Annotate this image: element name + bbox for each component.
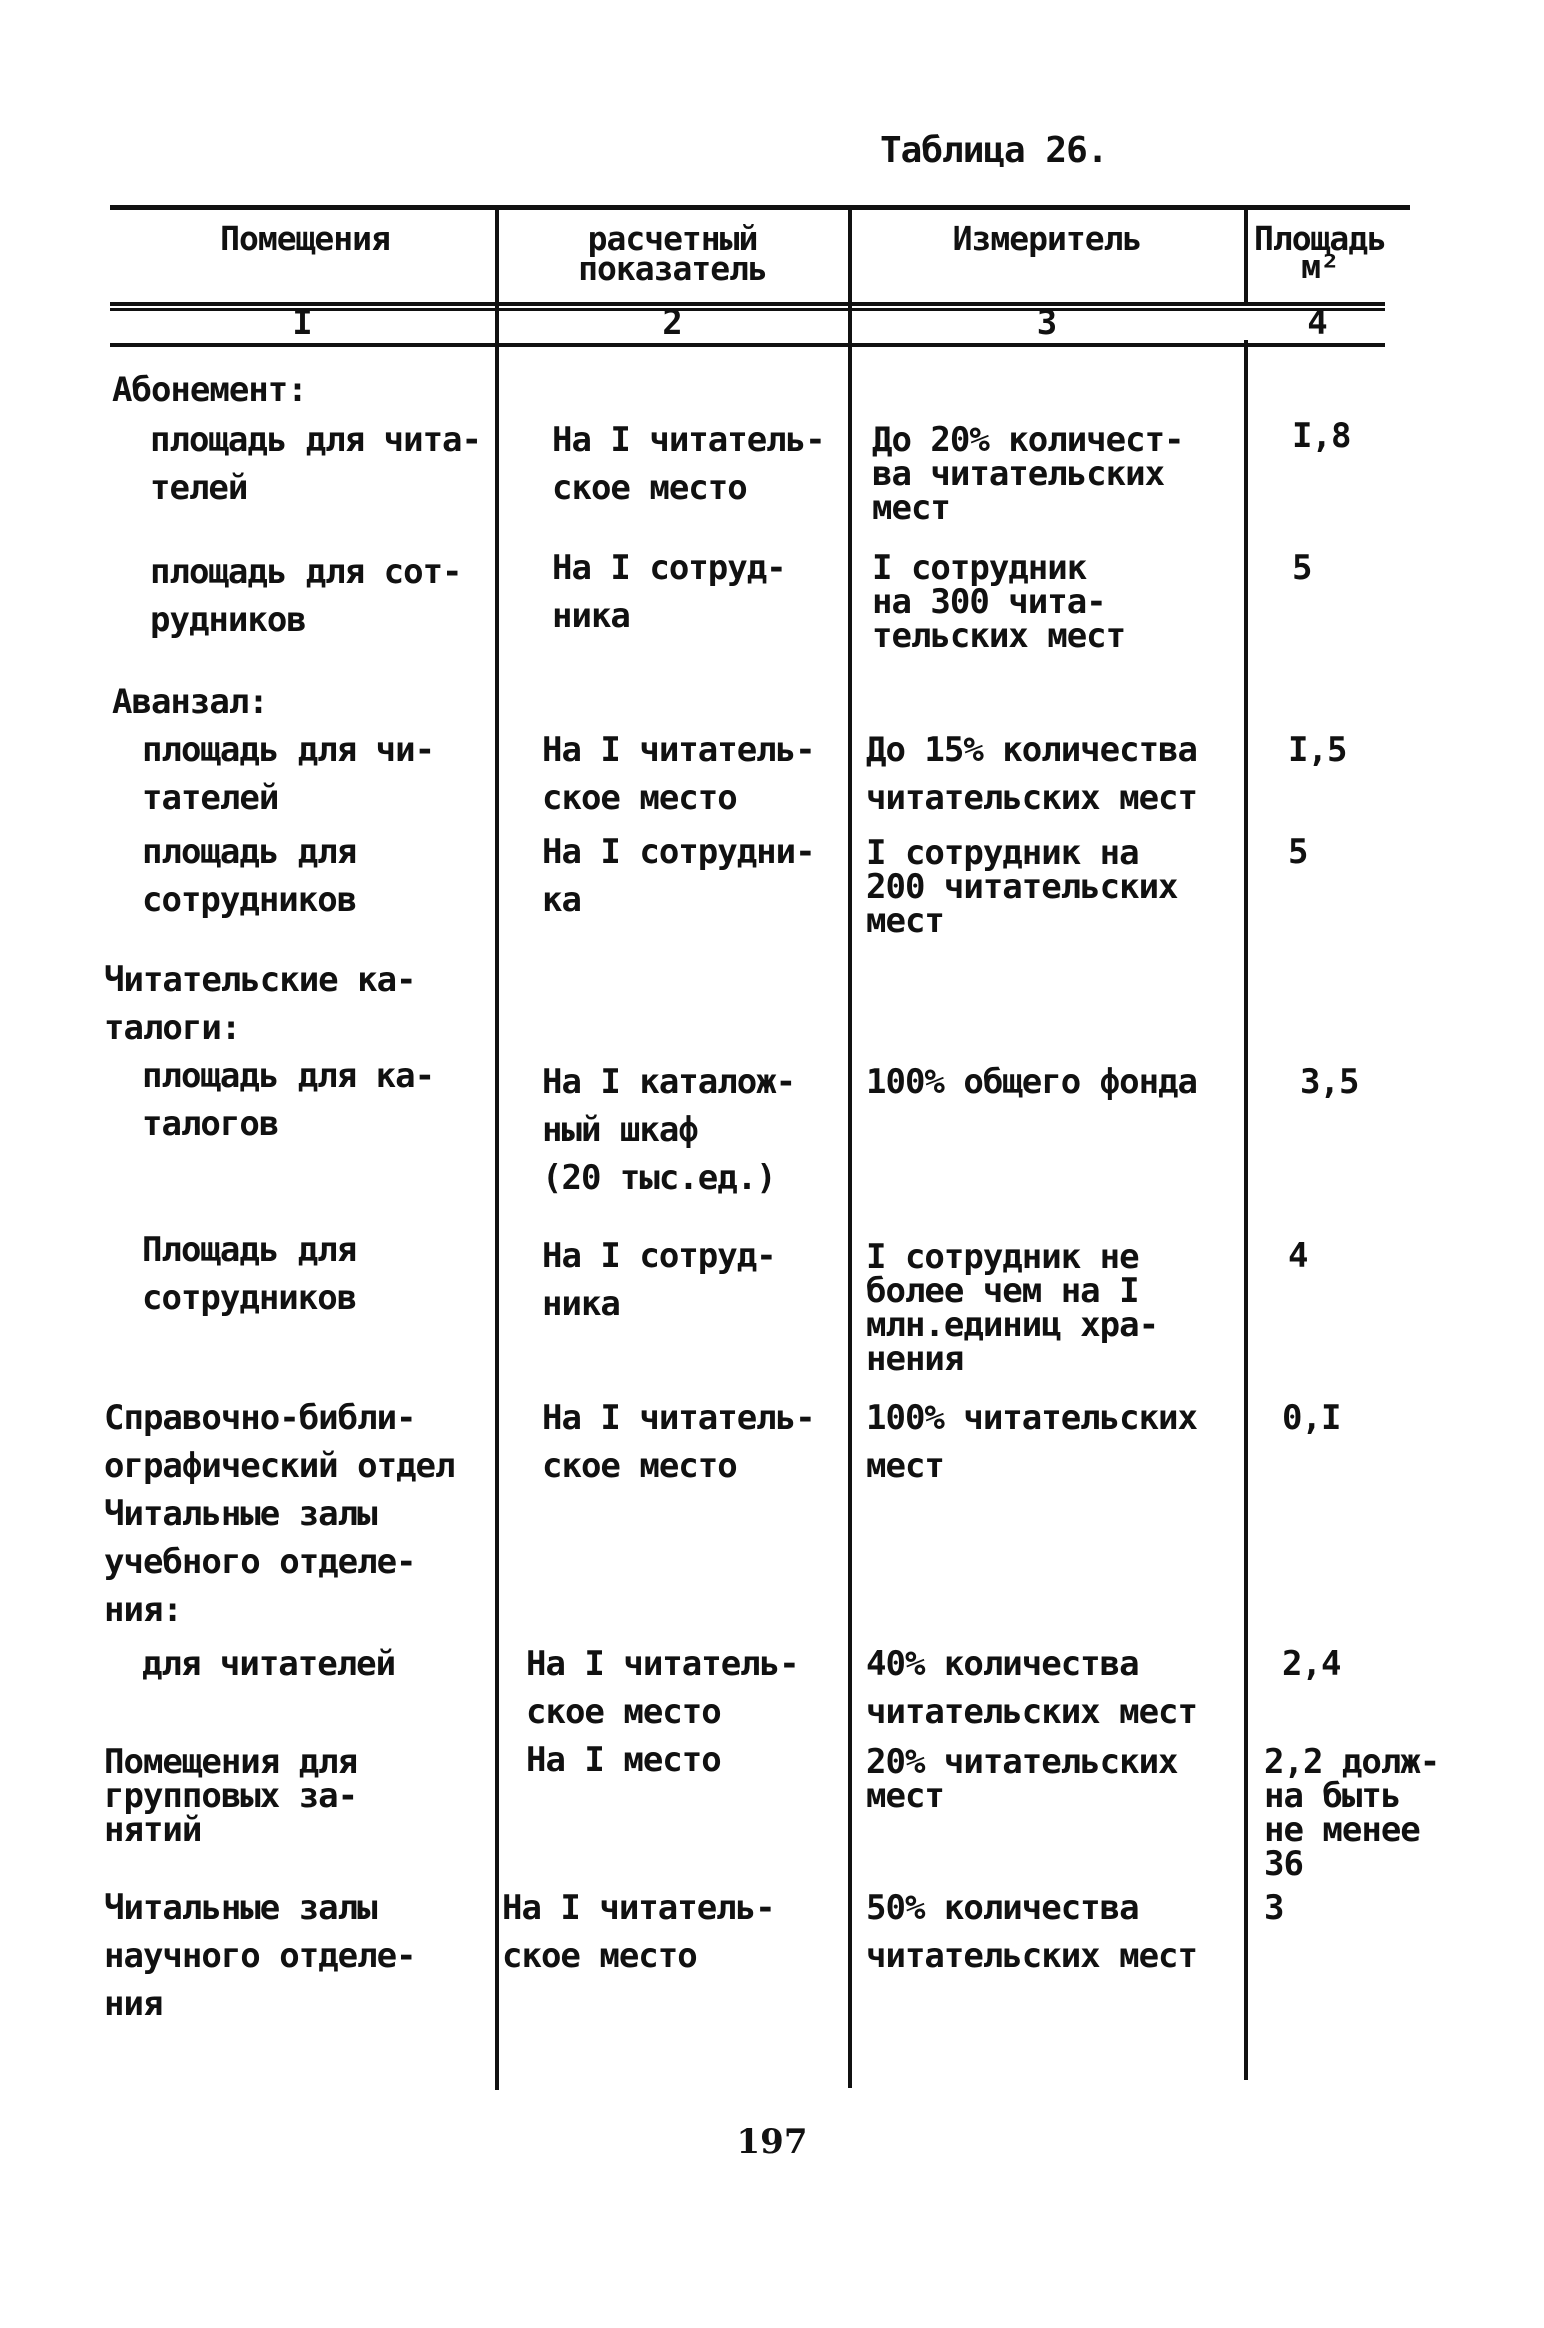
table-caption: Таблица 26. [880, 130, 1108, 171]
row-premises: Читальные залы научного отделе- ния [104, 1888, 416, 2024]
row-measure: I сотрудник на 300 чита- тельских мест [872, 548, 1126, 656]
row-measure: До 20% количест- ва читательских мест [872, 420, 1184, 528]
row-area: I,8 [1292, 416, 1351, 456]
row-measure: 20% читательских мест [866, 1742, 1178, 1816]
row-area: 4 [1288, 1236, 1308, 1276]
row-area: 2,4 [1282, 1644, 1341, 1684]
row-premises: Абонемент: [112, 370, 307, 410]
row-premises: площадь для сотрудников [142, 832, 357, 920]
row-indicator: На I сотруд- ника [542, 1236, 776, 1324]
row-premises: площадь для чита- телей [150, 420, 481, 508]
row-indicator: На I читатель- ское место [542, 1398, 815, 1486]
row-area: 5 [1288, 832, 1308, 872]
row-premises: Читательские ка- талоги: [104, 960, 416, 1048]
row-measure: 50% количества читательских мест [866, 1888, 1197, 1976]
row-premises: Помещения для групповых за- нятий [104, 1742, 358, 1850]
column-number-rule [110, 343, 1385, 347]
row-measure: До 15% количества читательских мест [866, 730, 1197, 818]
row-measure: 40% количества читательских мест [866, 1644, 1197, 1732]
row-measure: 100% читательских мест [866, 1398, 1197, 1486]
row-premises: Читальные залы учебного отделе- ния: [104, 1494, 416, 1630]
row-premises: для читателей [142, 1644, 396, 1684]
header-area-line2: м² [1301, 247, 1339, 286]
header-indicator-line2: показатель [578, 249, 767, 288]
column-number-1: I [292, 303, 313, 343]
row-indicator: На I читатель- ское место [552, 420, 825, 508]
row-area: I,5 [1288, 730, 1347, 770]
header-indicator-line1: расчетный [587, 219, 758, 258]
row-area: 0,I [1282, 1398, 1341, 1438]
row-premises: площадь для чи- тателей [142, 730, 435, 818]
row-indicator: На I каталож- ный шкаф (20 тыс.ед.) [542, 1062, 796, 1198]
row-area: 2,2 долж- на быть не менее 36 [1264, 1742, 1440, 1884]
row-premises: Площадь для сотрудников [142, 1230, 357, 1318]
header-area-line1: Площадь [1253, 219, 1387, 258]
column-divider-2 [848, 210, 852, 2088]
column-number-3: 3 [1036, 303, 1058, 343]
row-measure: I сотрудник на 200 читательских мест [866, 833, 1178, 941]
row-indicator: На I место [526, 1740, 721, 1780]
row-indicator: На I читатель- ское место [526, 1644, 799, 1732]
row-premises: Аванзал: [112, 682, 268, 722]
row-indicator: На I читатель- ское место [502, 1888, 775, 1976]
page-number: 197 [736, 2122, 808, 2162]
table-top-rule [110, 205, 1410, 210]
row-area: 3,5 [1300, 1062, 1359, 1102]
column-divider-1 [495, 210, 499, 2090]
row-premises: Справочно-библи- ографический отдел [104, 1398, 455, 1486]
row-premises: площадь для сот- рудников [150, 552, 462, 640]
column-divider-3 [1244, 340, 1248, 2080]
row-indicator: На I сотруд- ника [552, 548, 786, 636]
column-number-2: 2 [662, 303, 683, 343]
row-premises: площадь для ка- талогов [142, 1056, 435, 1144]
row-measure: 100% общего фонда [866, 1062, 1197, 1102]
row-area: 3 [1264, 1888, 1284, 1928]
row-indicator: На I сотрудни- ка [542, 832, 815, 920]
column-number-4: 4 [1307, 303, 1328, 343]
row-area: 5 [1292, 548, 1312, 588]
row-measure: I сотрудник не более чем на I млн.единиц хра- нения [866, 1237, 1159, 1379]
row-indicator: На I читатель- ское место [542, 730, 815, 818]
header-measure: Измеритель [952, 219, 1142, 258]
header-premises: Помещения [220, 219, 390, 258]
